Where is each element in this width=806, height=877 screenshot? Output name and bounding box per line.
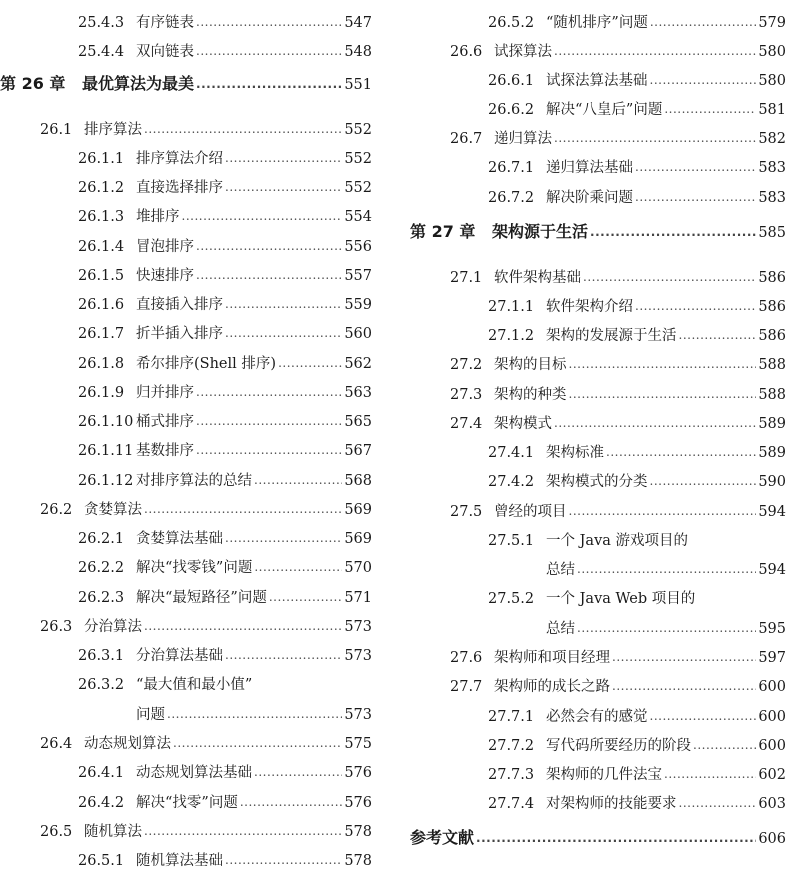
toc-subsection-27-5-2 bbox=[410, 576, 786, 606]
toc-entry-title: “随机排序”问题 bbox=[546, 14, 648, 31]
toc-entry-title: 希尔排序(Shell 排序) bbox=[136, 355, 277, 372]
toc-page-number: 575 bbox=[344, 735, 372, 752]
toc-page-number: 580 bbox=[758, 43, 786, 60]
toc-entry-number: 26.2.3 bbox=[78, 589, 125, 606]
toc-subsection-27-5-2-cont bbox=[410, 606, 786, 636]
toc-subsection-26-4-1 bbox=[0, 750, 372, 780]
toc-page-number: 606 bbox=[758, 830, 786, 847]
toc-entry-title: 软件架构介绍 bbox=[546, 298, 633, 315]
toc-entry-title: 架构的种类 bbox=[494, 386, 567, 403]
toc-dot-leader bbox=[476, 832, 756, 844]
toc-page-number: 568 bbox=[344, 472, 372, 489]
toc-entry-title: 总结 bbox=[546, 561, 575, 578]
toc-page-number: 590 bbox=[758, 473, 786, 490]
toc-subsection-26-3-2 bbox=[0, 662, 372, 692]
toc-entry-number: 26.1.6 bbox=[78, 296, 125, 313]
toc-entry-number: 26.1.10 bbox=[78, 413, 134, 430]
toc-section-26-3 bbox=[0, 604, 372, 634]
toc-entry-title: 归并排序 bbox=[136, 384, 194, 401]
toc-dot-leader bbox=[240, 796, 342, 808]
toc-entry-number: 26.1.4 bbox=[78, 238, 125, 255]
toc-dot-leader bbox=[182, 210, 343, 222]
toc-entry-number: 27.7 bbox=[450, 678, 483, 695]
toc-subsection-26-1-12 bbox=[0, 458, 372, 488]
toc-dot-leader bbox=[569, 505, 757, 517]
toc-page-number: 586 bbox=[758, 327, 786, 344]
toc-page-number: 579 bbox=[758, 14, 786, 31]
toc-entry-title: 贪婪算法 bbox=[84, 501, 142, 518]
toc-entry-number: 27.7.4 bbox=[488, 795, 535, 812]
toc-subsection-26-2-2 bbox=[0, 545, 372, 575]
toc-dot-leader bbox=[196, 240, 342, 252]
toc-page-number: 602 bbox=[758, 766, 786, 783]
toc-entry-title: 试探法算法基础 bbox=[546, 72, 648, 89]
toc-section-27-5 bbox=[410, 489, 786, 519]
toc-entry-number: 27.7.1 bbox=[488, 708, 535, 725]
toc-dot-leader bbox=[269, 591, 342, 603]
toc-entry-number: 27.5 bbox=[450, 503, 483, 520]
toc-entry-title: 架构模式 bbox=[494, 415, 552, 432]
toc-page-number: 559 bbox=[344, 296, 372, 313]
toc-entry-number: 26.1.9 bbox=[78, 384, 125, 401]
toc-dot-leader bbox=[664, 103, 756, 115]
toc-entry-number: 26.3.2 bbox=[78, 676, 125, 693]
toc-entry-title: 动态规划算法基础 bbox=[136, 764, 252, 781]
toc-subsection-26-1-4 bbox=[0, 224, 372, 254]
toc-dot-leader bbox=[225, 532, 342, 544]
toc-dot-leader bbox=[554, 45, 756, 57]
toc-entry-number: 26.2.1 bbox=[78, 530, 125, 547]
toc-page-number: 594 bbox=[758, 503, 786, 520]
toc-subsection-27-1-2 bbox=[410, 313, 786, 343]
toc-entry-title: 对排序算法的总结 bbox=[136, 472, 252, 489]
toc-section-27-1 bbox=[410, 255, 786, 285]
toc-dot-leader bbox=[225, 854, 342, 866]
toc-page-number: 580 bbox=[758, 72, 786, 89]
toc-entry-number: 26.7.2 bbox=[488, 189, 535, 206]
toc-page-number: 567 bbox=[344, 442, 372, 459]
toc-page-number: 589 bbox=[758, 415, 786, 432]
toc-page-number: 548 bbox=[344, 43, 372, 60]
toc-entry-title: 双向链表 bbox=[136, 43, 194, 60]
toc-entry-title: 随机算法 bbox=[84, 823, 142, 840]
toc-page-number: 569 bbox=[344, 530, 372, 547]
toc-entry-title: 基数排序 bbox=[136, 442, 194, 459]
toc-entry-title: 参考文献 bbox=[410, 828, 475, 847]
toc-dot-leader bbox=[225, 152, 342, 164]
toc-entry-title: 桶式排序 bbox=[136, 413, 194, 430]
toc-page-number: 554 bbox=[344, 208, 372, 225]
toc-dot-leader bbox=[679, 797, 757, 809]
toc-dot-leader bbox=[664, 768, 756, 780]
toc-dot-leader bbox=[225, 649, 342, 661]
toc-entry-title: 架构的目标 bbox=[494, 356, 567, 373]
toc-page-number: 560 bbox=[344, 325, 372, 342]
toc-entry-number: 26.1.7 bbox=[78, 325, 125, 342]
toc-dot-leader bbox=[635, 191, 756, 203]
toc-dot-leader bbox=[650, 475, 757, 487]
toc-chapter-references bbox=[410, 816, 786, 846]
toc-entry-number: 26.5.1 bbox=[78, 852, 125, 869]
toc-dot-leader bbox=[225, 298, 342, 310]
toc-subsection-27-5-1 bbox=[410, 518, 786, 548]
toc-page-number: 551 bbox=[344, 76, 372, 93]
toc-page-number: 547 bbox=[344, 14, 372, 31]
toc-entry-title: 直接插入排序 bbox=[136, 296, 223, 313]
toc-page-number: 583 bbox=[758, 159, 786, 176]
toc-entry-title: 分治算法基础 bbox=[136, 647, 223, 664]
toc-dot-leader bbox=[635, 161, 756, 173]
toc-dot-leader bbox=[577, 563, 756, 575]
toc-page-number: 586 bbox=[758, 269, 786, 286]
toc-page-number: 600 bbox=[758, 708, 786, 725]
toc-entry-number: 26.1.1 bbox=[78, 150, 125, 167]
toc-entry-number: 27.4.2 bbox=[488, 473, 535, 490]
toc-subsection-26-7-1 bbox=[410, 145, 786, 175]
toc-entry-title: 架构模式的分类 bbox=[546, 473, 648, 490]
toc-subsection-27-7-3 bbox=[410, 752, 786, 782]
toc-subsection-26-2-3 bbox=[0, 575, 372, 605]
toc-page-number: 552 bbox=[344, 179, 372, 196]
toc-dot-leader bbox=[225, 327, 342, 339]
toc-entry-number: 26.1.2 bbox=[78, 179, 125, 196]
toc-subsection-27-7-4 bbox=[410, 781, 786, 811]
toc-page-number: 600 bbox=[758, 678, 786, 695]
toc-dot-leader bbox=[196, 444, 342, 456]
toc-entry-number: 第 26 章 bbox=[0, 74, 66, 93]
toc-entry-number: 26.1 bbox=[40, 121, 73, 138]
toc-entry-number: 26.1.11 bbox=[78, 442, 134, 459]
toc-entry-number: 26.5 bbox=[40, 823, 73, 840]
toc-entry-number: 第 27 章 bbox=[410, 222, 476, 241]
toc-entry-number: 27.5.2 bbox=[488, 590, 535, 607]
toc-dot-leader bbox=[583, 271, 756, 283]
toc-dot-leader bbox=[590, 226, 756, 238]
toc-subsection-26-1-5 bbox=[0, 253, 372, 283]
toc-page-number: 571 bbox=[344, 589, 372, 606]
toc-subsection-27-7-1 bbox=[410, 694, 786, 724]
toc-entry-number: 26.1.3 bbox=[78, 208, 125, 225]
toc-entry-number: 26.4.1 bbox=[78, 764, 125, 781]
toc-entry-number: 26.7 bbox=[450, 130, 483, 147]
toc-entry-number: 26.3 bbox=[40, 618, 73, 635]
toc-subsection-26-5-2 bbox=[410, 0, 786, 30]
toc-entry-number: 27.5.1 bbox=[488, 532, 535, 549]
toc-entry-number: 26.4 bbox=[40, 735, 73, 752]
toc-dot-leader bbox=[144, 825, 342, 837]
toc-section-27-3 bbox=[410, 372, 786, 402]
toc-dot-leader bbox=[144, 620, 342, 632]
toc-dot-leader bbox=[254, 561, 342, 573]
toc-dot-leader bbox=[635, 300, 756, 312]
toc-page-number: 556 bbox=[344, 238, 372, 255]
toc-dot-leader bbox=[144, 123, 342, 135]
toc-page-number: 582 bbox=[758, 130, 786, 147]
toc-subsection-27-5-1-cont bbox=[410, 547, 786, 577]
toc-entry-number: 26.7.1 bbox=[488, 159, 535, 176]
toc-entry-number: 25.4.3 bbox=[78, 14, 125, 31]
toc-subsection-26-7-2 bbox=[410, 175, 786, 205]
toc-section-26-7 bbox=[410, 116, 786, 146]
toc-entry-number: 27.7.2 bbox=[488, 737, 535, 754]
toc-page-number: 594 bbox=[758, 561, 786, 578]
toc-page-number: 583 bbox=[758, 189, 786, 206]
toc-subsection-26-1-9 bbox=[0, 370, 372, 400]
toc-entry-title: 架构源于生活 bbox=[492, 222, 589, 241]
toc-dot-leader bbox=[196, 16, 342, 28]
toc-dot-leader bbox=[196, 45, 342, 57]
toc-entry-title: 试探算法 bbox=[494, 43, 552, 60]
toc-entry-title: 解决“找零钱”问题 bbox=[136, 559, 253, 576]
toc-subsection-25-4-4 bbox=[0, 29, 372, 59]
toc-page-number: 588 bbox=[758, 386, 786, 403]
toc-chapter-27 bbox=[410, 210, 786, 240]
toc-entry-number: 26.4.2 bbox=[78, 794, 125, 811]
toc-page-number: 552 bbox=[344, 150, 372, 167]
toc-entry-title: “最大值和最小值” bbox=[136, 676, 253, 693]
toc-dot-leader bbox=[650, 710, 757, 722]
toc-entry-number: 26.5.2 bbox=[488, 14, 535, 31]
toc-dot-leader bbox=[254, 766, 342, 778]
toc-entry-title: 曾经的项目 bbox=[494, 503, 567, 520]
toc-entry-title: 冒泡排序 bbox=[136, 238, 194, 255]
toc-dot-leader bbox=[173, 737, 342, 749]
toc-subsection-26-1-10 bbox=[0, 399, 372, 429]
toc-entry-number: 26.3.1 bbox=[78, 647, 125, 664]
toc-page-number: 586 bbox=[758, 298, 786, 315]
toc-dot-leader bbox=[278, 357, 342, 369]
toc-entry-number: 27.7.3 bbox=[488, 766, 535, 783]
toc-entry-title: 解决阶乘问题 bbox=[546, 189, 633, 206]
toc-entry-title: 有序链表 bbox=[136, 14, 194, 31]
toc-entry-number: 27.1.1 bbox=[488, 298, 535, 315]
toc-dot-leader bbox=[144, 503, 342, 515]
toc-entry-number: 27.2 bbox=[450, 356, 483, 373]
toc-page-number: 573 bbox=[344, 618, 372, 635]
toc-subsection-26-3-1 bbox=[0, 633, 372, 663]
toc-entry-number: 27.1 bbox=[450, 269, 483, 286]
toc-dot-leader bbox=[196, 78, 342, 90]
toc-dot-leader bbox=[196, 269, 342, 281]
toc-entry-title: 架构师和项目经理 bbox=[494, 649, 610, 666]
toc-page-number: 578 bbox=[344, 823, 372, 840]
toc-page-number: 573 bbox=[344, 706, 372, 723]
toc-dot-leader bbox=[569, 388, 757, 400]
toc-page-number: 600 bbox=[758, 737, 786, 754]
toc-page-number: 597 bbox=[758, 649, 786, 666]
toc-subsection-27-4-2 bbox=[410, 459, 786, 489]
toc-entry-title: 递归算法基础 bbox=[546, 159, 633, 176]
toc-subsection-26-5-1 bbox=[0, 838, 372, 868]
toc-entry-number: 27.1.2 bbox=[488, 327, 535, 344]
toc-entry-title: 架构师的几件法宝 bbox=[546, 766, 662, 783]
toc-entry-number: 26.1.8 bbox=[78, 355, 125, 372]
toc-subsection-26-6-1 bbox=[410, 58, 786, 88]
toc-dot-leader bbox=[606, 446, 756, 458]
toc-dot-leader bbox=[577, 622, 756, 634]
toc-subsection-26-2-1 bbox=[0, 516, 372, 546]
toc-entry-title: 最优算法为最美 bbox=[82, 74, 195, 93]
toc-entry-title: 架构的发展源于生活 bbox=[546, 327, 677, 344]
toc-dot-leader bbox=[196, 415, 342, 427]
toc-dot-leader bbox=[650, 16, 756, 28]
toc-entry-number: 27.4 bbox=[450, 415, 483, 432]
toc-page-number: 570 bbox=[344, 559, 372, 576]
toc-subsection-26-1-7 bbox=[0, 311, 372, 341]
toc-section-27-4 bbox=[410, 401, 786, 431]
toc-page-number: 562 bbox=[344, 355, 372, 372]
toc-subsection-27-4-1 bbox=[410, 430, 786, 460]
toc-section-27-2 bbox=[410, 342, 786, 372]
toc-entry-number: 26.6.2 bbox=[488, 101, 535, 118]
toc-entry-title: 排序算法 bbox=[84, 121, 142, 138]
toc-entry-number: 26.6 bbox=[450, 43, 483, 60]
toc-entry-number: 26.2 bbox=[40, 501, 73, 518]
toc-section-27-6 bbox=[410, 635, 786, 665]
toc-entry-title: 堆排序 bbox=[136, 208, 180, 225]
toc-subsection-25-4-3 bbox=[0, 0, 372, 30]
toc-entry-number: 26.1.12 bbox=[78, 472, 134, 489]
toc-entry-title: 递归算法 bbox=[494, 130, 552, 147]
toc-entry-title: 对架构师的技能要求 bbox=[546, 795, 677, 812]
toc-page-number: 589 bbox=[758, 444, 786, 461]
toc-entry-number: 27.3 bbox=[450, 386, 483, 403]
toc-chapter-26 bbox=[0, 62, 372, 92]
toc-entry-title: 解决“八皇后”问题 bbox=[546, 101, 663, 118]
toc-subsection-26-1-6 bbox=[0, 282, 372, 312]
toc-entry-title: 软件架构基础 bbox=[494, 269, 581, 286]
toc-dot-leader bbox=[554, 132, 756, 144]
toc-subsection-26-6-2 bbox=[410, 87, 786, 117]
toc-page-number: 576 bbox=[344, 764, 372, 781]
toc-dot-leader bbox=[612, 651, 756, 663]
toc-subsection-26-3-2-cont bbox=[0, 692, 372, 722]
toc-dot-leader bbox=[612, 680, 756, 692]
toc-page-number: 557 bbox=[344, 267, 372, 284]
toc-section-27-7 bbox=[410, 664, 786, 694]
toc-subsection-26-1-3 bbox=[0, 194, 372, 224]
toc-entry-title: 写代码所要经历的阶段 bbox=[546, 737, 691, 754]
toc-entry-title: 架构标准 bbox=[546, 444, 604, 461]
toc-entry-title: 直接选择排序 bbox=[136, 179, 223, 196]
toc-subsection-27-7-2 bbox=[410, 723, 786, 753]
toc-entry-title: 解决“找零”问题 bbox=[136, 794, 238, 811]
toc-entry-title: 解决“最短路径”问题 bbox=[136, 589, 267, 606]
toc-entry-title: 排序算法介绍 bbox=[136, 150, 223, 167]
toc-entry-title: 一个 Java Web 项目的 bbox=[546, 590, 696, 607]
toc-entry-title: 折半插入排序 bbox=[136, 325, 223, 342]
toc-page-number: 573 bbox=[344, 647, 372, 664]
toc-section-26-4 bbox=[0, 721, 372, 751]
toc-section-26-1 bbox=[0, 107, 372, 137]
toc-dot-leader bbox=[554, 417, 756, 429]
toc-entry-title: 快速排序 bbox=[136, 267, 194, 284]
toc-page-number: 595 bbox=[758, 620, 786, 637]
toc-page-number: 565 bbox=[344, 413, 372, 430]
toc-dot-leader bbox=[254, 474, 342, 486]
toc-entry-title: 架构师的成长之路 bbox=[494, 678, 610, 695]
toc-entry-title: 随机算法基础 bbox=[136, 852, 223, 869]
toc-dot-leader bbox=[167, 708, 342, 720]
toc-entry-number: 26.2.2 bbox=[78, 559, 125, 576]
toc-entry-number: 27.4.1 bbox=[488, 444, 535, 461]
toc-page-number: 588 bbox=[758, 356, 786, 373]
toc-entry-title: 分治算法 bbox=[84, 618, 142, 635]
toc-dot-leader bbox=[679, 329, 757, 341]
toc-page-number: 552 bbox=[344, 121, 372, 138]
toc-entry-number: 27.6 bbox=[450, 649, 483, 666]
toc-section-26-2 bbox=[0, 487, 372, 517]
toc-page-number: 563 bbox=[344, 384, 372, 401]
toc-subsection-26-1-11 bbox=[0, 428, 372, 458]
toc-subsection-26-1-2 bbox=[0, 165, 372, 195]
toc-dot-leader bbox=[196, 386, 342, 398]
toc-dot-leader bbox=[650, 74, 757, 86]
toc-page-number: 581 bbox=[758, 101, 786, 118]
toc-dot-leader bbox=[569, 358, 757, 370]
toc-entry-number: 26.6.1 bbox=[488, 72, 535, 89]
toc-entry-number: 26.1.5 bbox=[78, 267, 125, 284]
toc-entry-number: 25.4.4 bbox=[78, 43, 125, 60]
toc-page-number: 585 bbox=[758, 224, 786, 241]
toc-page-number: 578 bbox=[344, 852, 372, 869]
toc-subsection-26-1-8 bbox=[0, 341, 372, 371]
toc-page-number: 569 bbox=[344, 501, 372, 518]
toc-entry-title: 贪婪算法基础 bbox=[136, 530, 223, 547]
toc-entry-title: 问题 bbox=[136, 706, 165, 723]
toc-page-number: 576 bbox=[344, 794, 372, 811]
toc-dot-leader bbox=[693, 739, 756, 751]
toc-subsection-26-4-2 bbox=[0, 780, 372, 810]
toc-entry-title: 一个 Java 游戏项目的 bbox=[546, 532, 689, 549]
toc-entry-title: 总结 bbox=[546, 620, 575, 637]
toc-entry-title: 必然会有的感觉 bbox=[546, 708, 648, 725]
toc-entry-title: 动态规划算法 bbox=[84, 735, 171, 752]
toc-dot-leader bbox=[225, 181, 342, 193]
toc-subsection-26-1-1 bbox=[0, 136, 372, 166]
toc-subsection-27-1-1 bbox=[410, 284, 786, 314]
toc-page-number: 603 bbox=[758, 795, 786, 812]
toc-section-26-5 bbox=[0, 809, 372, 839]
toc-section-26-6 bbox=[410, 29, 786, 59]
